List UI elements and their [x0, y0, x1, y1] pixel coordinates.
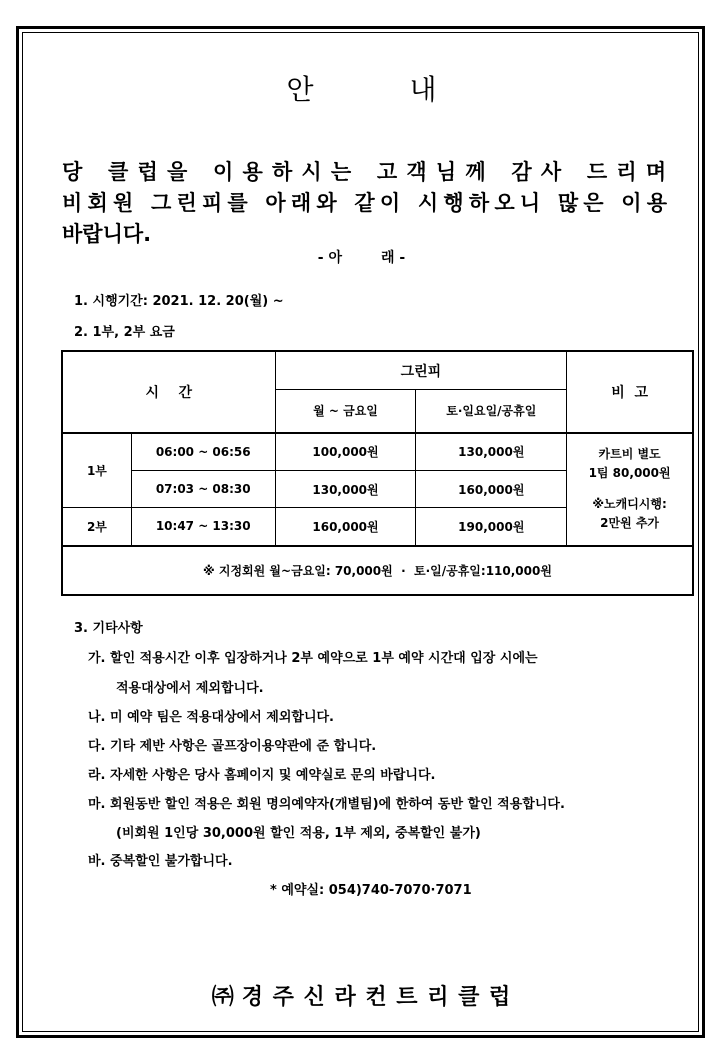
section-misc: 3. 기타사항: [74, 621, 143, 636]
note-ra: 라. 자세한 사항은 당사 홈페이지 및 예약실로 문의 바랍니다.: [88, 768, 436, 783]
note-da: 다. 기타 제반 사항은 골프장이용약관에 준 합니다.: [88, 739, 377, 754]
part-label: 2부: [63, 508, 132, 546]
intro-line-2: 비회원 그린피를 아래와 같이 시행하오니 많은 이용: [62, 191, 673, 215]
sub-heading: - 아 래 -: [317, 250, 406, 266]
weekday-fee: 130,000원: [275, 471, 416, 508]
remark-line: 1팀 80,000원: [588, 466, 671, 480]
reservation-phone: * 예약실: 054)740-7070·7071: [270, 883, 472, 898]
time-cell: 06:00 ~ 06:56: [131, 433, 275, 471]
weekend-fee: 160,000원: [416, 471, 567, 508]
part-label: 1부: [63, 433, 132, 508]
weekend-fee: 130,000원: [416, 433, 567, 471]
company-name-text: 경 주 신 라 컨 트 리 클 럽: [241, 985, 512, 1010]
page-title: [0, 68, 723, 108]
header-remark: 비 고: [567, 352, 693, 433]
time-cell: 10:47 ~ 13:30: [131, 508, 275, 546]
weekday-fee: 100,000원: [275, 433, 416, 471]
member-fee-note: ※ 지정회원 월~금요일: 70,000원 · 토·일/공휴일:110,000원: [63, 546, 693, 596]
header-greenfee: 그린피: [275, 352, 567, 390]
weekend-fee: 190,000원: [416, 508, 567, 546]
note-na: 나. 미 예약 팀은 적용대상에서 제외합니다.: [88, 710, 334, 725]
header-weekday: 월 ~ 금요일: [275, 390, 416, 433]
remark-line: 카트비 별도: [598, 447, 661, 461]
time-cell: 07:03 ~ 08:30: [131, 471, 275, 508]
section-fees: 2. 1부, 2부 요금: [74, 325, 175, 340]
table-row: [63, 433, 693, 471]
remark-line: ※노캐디시행:: [592, 497, 667, 511]
weekday-fee: 160,000원: [275, 508, 416, 546]
header-weekend: 토·일요일/공휴일: [416, 390, 567, 433]
intro-line-3: 바랍니다.: [62, 222, 152, 246]
fee-table: [62, 351, 693, 596]
section-period: 1. 시행기간: 2021. 12. 20(월) ~: [74, 294, 284, 309]
company-name: [0, 980, 723, 1011]
title-left: 안: [286, 73, 314, 106]
header-time: 시 간: [63, 352, 276, 433]
note-ga-cont: 적용대상에서 제외합니다.: [116, 681, 264, 696]
intro-line-1: 당 클럽을 이용하시는 고객님께 감사 드리며: [62, 160, 676, 184]
remark-line: 2만원 추가: [600, 516, 660, 530]
note-ma: 마. 회원동반 할인 적용은 회원 명의예약자(개별팀)에 한하여 동반 할인 적용합니다.: [88, 797, 565, 812]
title-right: 내: [409, 73, 437, 106]
note-ma-cont: (비회원 1인당 30,000원 할인 적용, 1부 제외, 중복할인 불가): [116, 826, 481, 841]
remark-cell: [567, 433, 693, 546]
corporation-mark: ㈜: [211, 985, 234, 1010]
note-ga: 가. 할인 적용시간 이후 입장하거나 2부 예약으로 1부 예약 시간대 입장 시에는: [88, 651, 538, 666]
note-ba: 바. 중복할인 불가합니다.: [88, 854, 233, 869]
